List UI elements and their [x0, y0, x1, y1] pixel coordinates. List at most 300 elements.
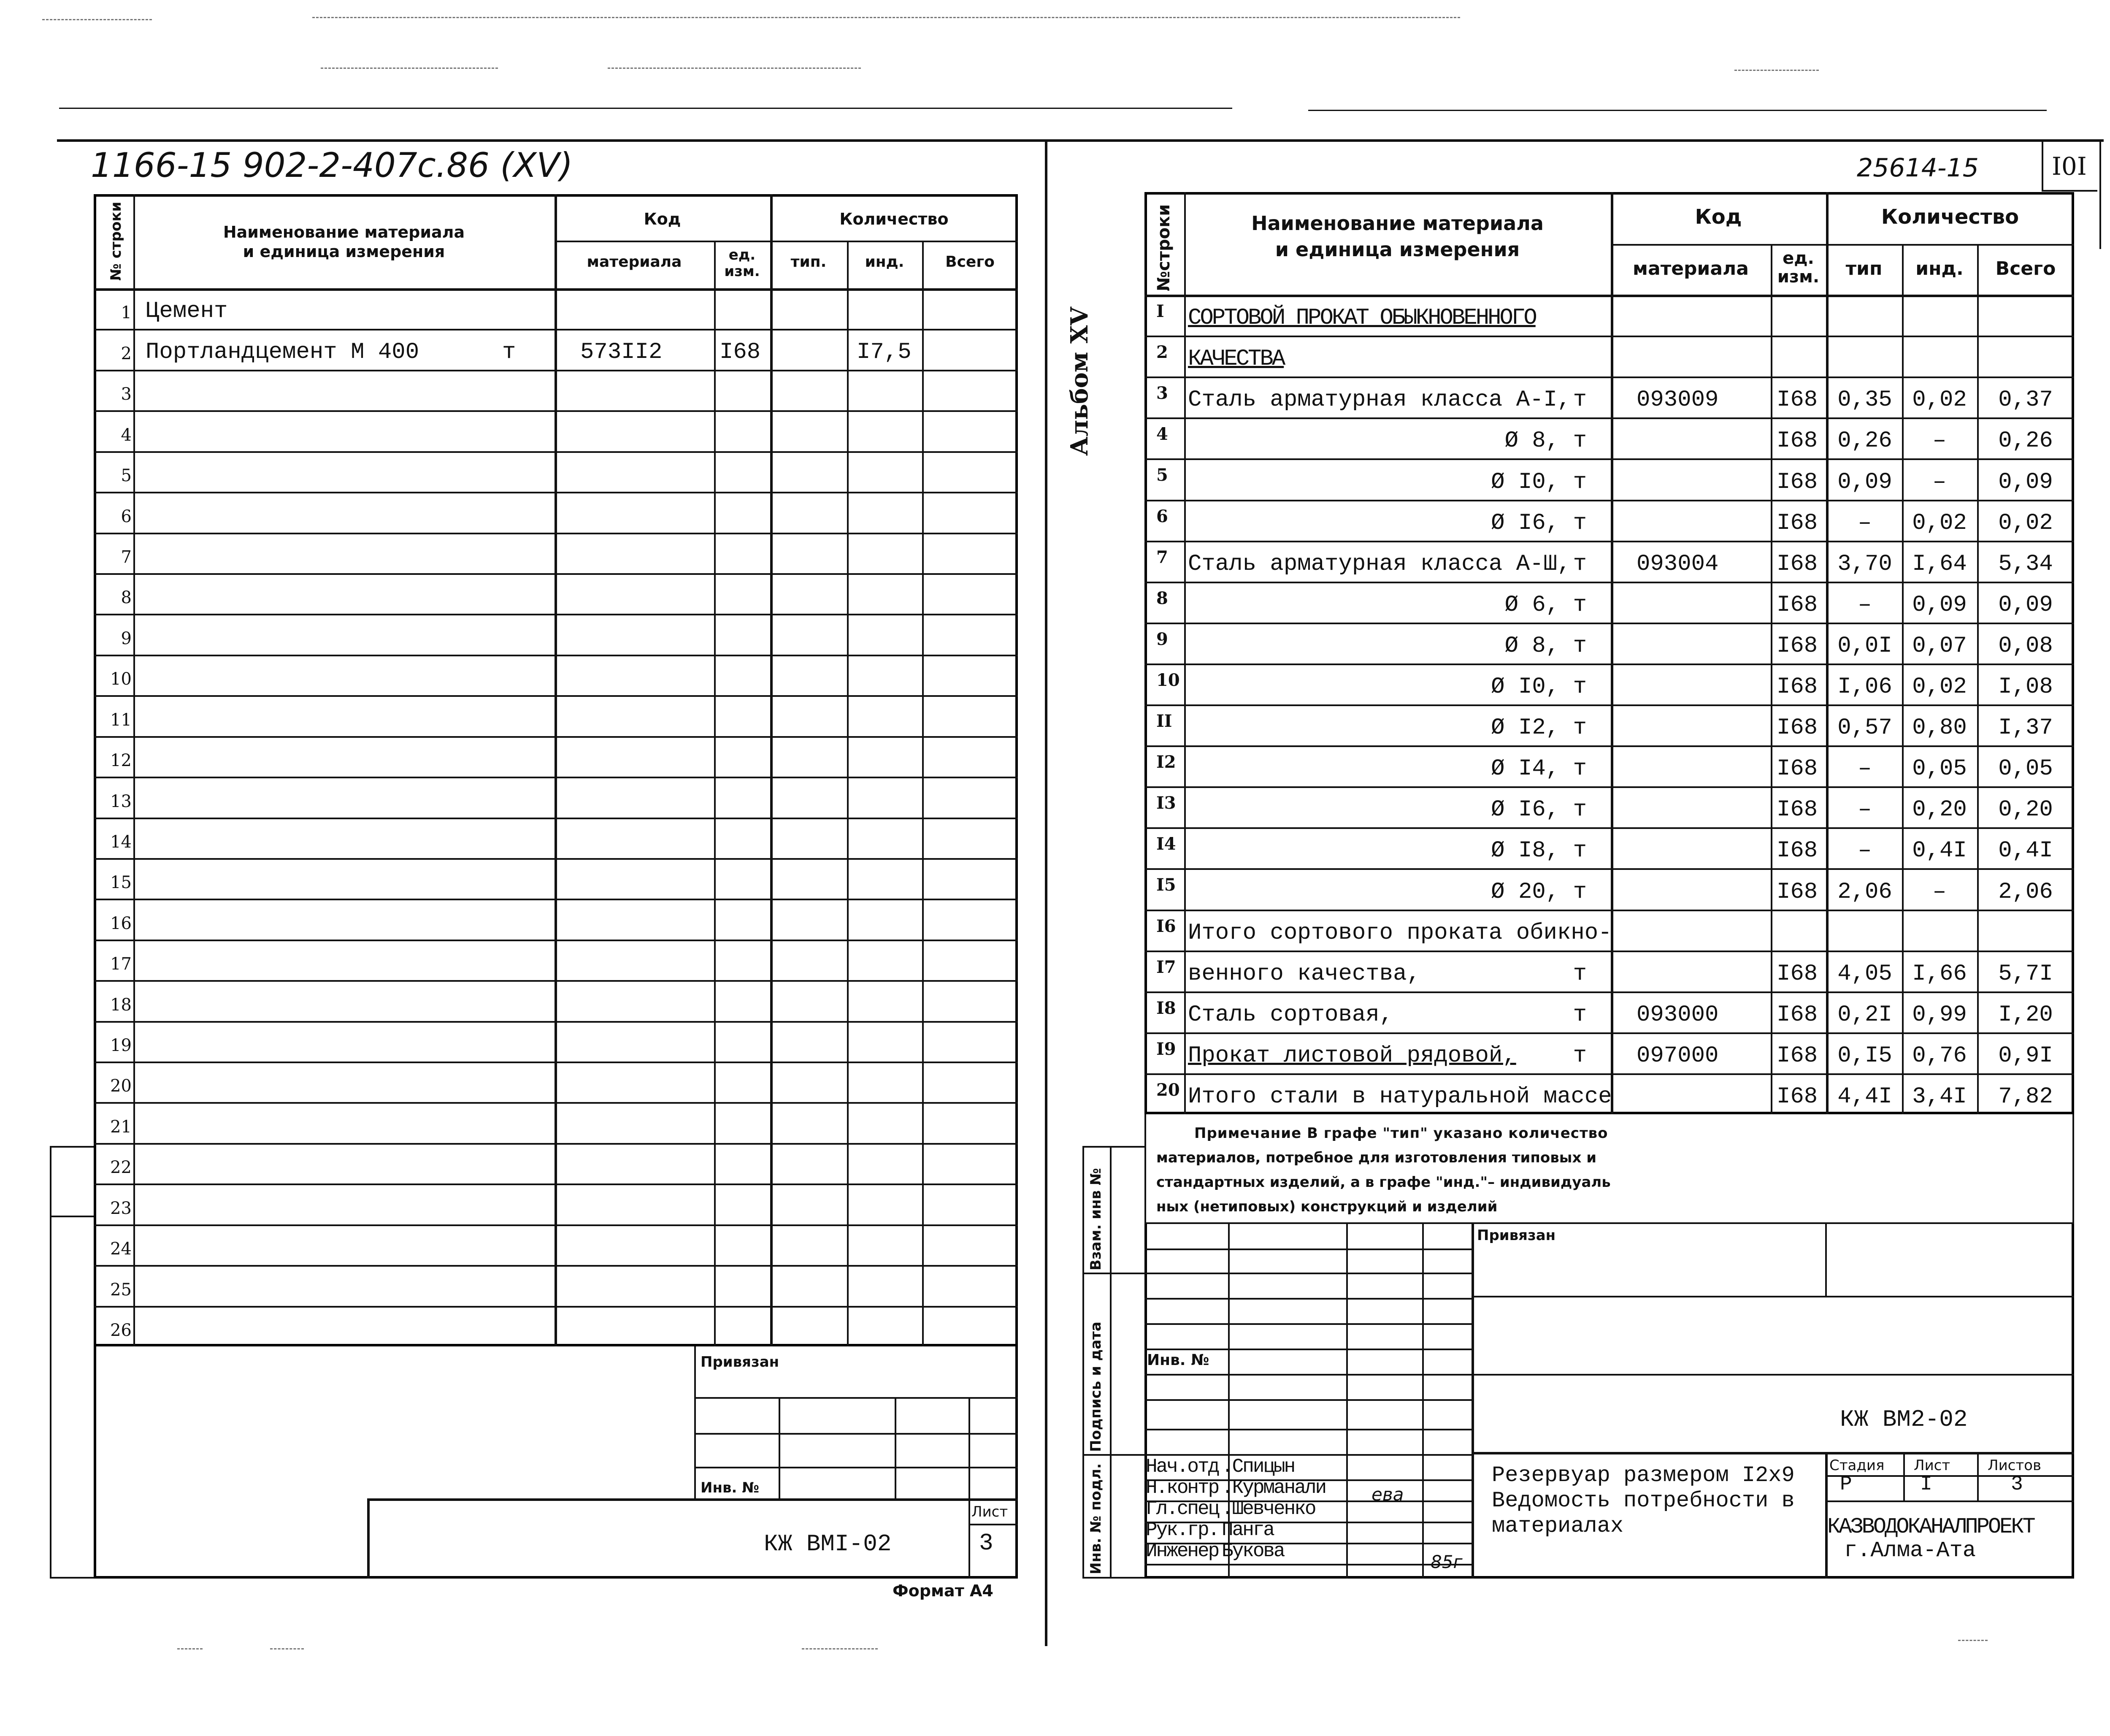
left-row-line: [94, 1184, 1018, 1185]
right-stamp-code: КЖ ВМ2-02: [1840, 1406, 1968, 1433]
right-row-number: 6: [1156, 506, 1168, 526]
right-row-line: [1144, 500, 2074, 501]
left-row-number: 10: [110, 669, 132, 689]
right-row-name: Сталь сортовая,: [1188, 1002, 1393, 1028]
left-stamp-privyazan: Привязан: [701, 1354, 779, 1370]
right-row-name: СОРТОВОЙ ПРОКАТ ОБЫКНОВЕННОГО: [1188, 305, 1536, 331]
right-row-typ: 4,05: [1837, 961, 1892, 987]
left-row-number: 9: [121, 628, 132, 648]
right-row-typ: –: [1858, 592, 1872, 618]
right-row-ind: 0,02: [1912, 387, 1967, 413]
document-title-line: материалах: [1492, 1514, 1624, 1538]
document-title-line: Резервуар размером I2х9: [1492, 1463, 1795, 1488]
right-row-typ: 0,0I: [1837, 633, 1892, 659]
left-col-divider: [770, 194, 773, 1346]
right-row-number: I2: [1156, 752, 1176, 772]
left-row-number: 11: [110, 710, 132, 730]
staff-role: Нач.отд: [1146, 1456, 1219, 1478]
staff-name: .Курманали: [1222, 1477, 1326, 1499]
left-stamp-line: [779, 1397, 780, 1498]
sheet-top-border: [57, 139, 2104, 142]
right-row-unit-code: I68: [1777, 1002, 1818, 1028]
right-row-total: 0,9I: [1998, 1043, 2053, 1069]
left-header-q-typ: тип.: [790, 253, 827, 271]
right-row-size-unit: т: [1573, 387, 1587, 413]
right-header-name: Наименование материала и единица измерения: [1251, 212, 1544, 261]
right-row-number: I: [1156, 301, 1164, 321]
right-row-line: [1144, 417, 2074, 419]
right-row-ind: I,66: [1912, 961, 1967, 987]
right-row-number: I5: [1156, 875, 1176, 895]
left-row-line: [94, 899, 1018, 900]
left-row-number: 13: [110, 791, 132, 811]
right-row-unit-code: I68: [1777, 1043, 1818, 1069]
left-row-number: 19: [110, 1036, 132, 1056]
right-row-ind: 0,05: [1912, 756, 1967, 782]
left-row-number: 1: [121, 303, 132, 323]
side-strip-line: [1082, 1273, 1144, 1274]
right-row-unit-code: I68: [1777, 715, 1818, 741]
right-row-unit-code: I68: [1777, 387, 1818, 413]
right-row-ind: 0,20: [1912, 797, 1967, 823]
right-row-name: Сталь арматурная класса А-Ш,: [1188, 551, 1571, 577]
sheet-center-divider: [1045, 139, 1047, 1646]
right-row-size-unit: Ø 20, т: [1491, 879, 1587, 905]
right-col-divider: [1184, 192, 1186, 1114]
org-city: г.Алма-Ата: [1844, 1538, 1976, 1563]
sheet-label: Лист: [1914, 1457, 1950, 1474]
left-row-line: [94, 573, 1018, 575]
right-row-unit-code: I68: [1777, 838, 1818, 864]
right-row-unit-code: I68: [1777, 633, 1818, 659]
right-row-unit-code: I68: [1777, 1084, 1818, 1110]
left-row-line: [94, 492, 1018, 493]
document-title-line: Ведомость потребности в: [1492, 1488, 1795, 1513]
left-row-line: [94, 451, 1018, 453]
side-strip-line: [1110, 1146, 1112, 1579]
staff-name: .Шевченко: [1222, 1498, 1315, 1520]
right-row-typ: 0,I5: [1837, 1043, 1892, 1069]
left-header-sub-line: [555, 241, 1018, 242]
right-row-size-unit: Ø I8, т: [1491, 838, 1587, 864]
left-stamp-line: [968, 1524, 1018, 1525]
left-margin-box: [50, 1146, 94, 1579]
left-row-number: 15: [110, 873, 132, 893]
right-row-total: 0,09: [1998, 592, 2053, 618]
right-row-number: I4: [1156, 834, 1176, 854]
album-label: Альбом XV: [1066, 307, 1093, 456]
left-row-line: [94, 1143, 1018, 1145]
right-row-typ: –: [1858, 510, 1872, 536]
right-row-ind: 0,02: [1912, 510, 1967, 536]
right-row-typ: 2,06: [1837, 879, 1892, 905]
right-row-number: I9: [1156, 1039, 1176, 1059]
right-row-total: I,37: [1998, 715, 2053, 741]
stamp-grid-line: [1825, 1224, 1827, 1296]
left-row-number: 24: [110, 1239, 132, 1259]
left-row-line: [94, 614, 1018, 615]
right-col-divider: [1826, 192, 1829, 1114]
right-row-line: [1144, 458, 2074, 460]
scan-mark: [321, 68, 498, 69]
right-row-ind: 0,76: [1912, 1043, 1967, 1069]
right-header-quantity: Количество: [1881, 205, 2019, 229]
right-row-number: 3: [1156, 383, 1168, 404]
note-line: стандартных изделий, а в графе "инд."– индивидуаль: [1156, 1174, 1611, 1191]
sheets-label: Листов: [1988, 1457, 2042, 1474]
left-row-number: 6: [121, 506, 132, 526]
left-row-unit: т: [502, 339, 516, 365]
right-row-line: [1144, 704, 2074, 706]
left-row-number: 2: [121, 344, 132, 363]
right-row-line: [1144, 745, 2074, 747]
right-row-line: [1144, 582, 2074, 583]
right-row-total: 2,06: [1998, 879, 2053, 905]
left-header-code: Код: [644, 210, 681, 228]
page-number: I0I: [2052, 152, 2087, 181]
stamp-grid-line: [1472, 1224, 1474, 1579]
right-row-typ: 3,70: [1837, 551, 1892, 577]
right-row-typ: 0,57: [1837, 715, 1892, 741]
right-row-size-unit: т: [1573, 551, 1587, 577]
stamp-grid-line: [1903, 1452, 1905, 1500]
staff-role: Инженер: [1146, 1540, 1219, 1562]
right-row-total: 5,7I: [1998, 961, 2053, 987]
left-row-line: [94, 1306, 1018, 1308]
right-row-number: 20: [1156, 1080, 1180, 1100]
stage-value: Р: [1840, 1473, 1852, 1496]
left-row-number: 22: [110, 1158, 132, 1178]
right-row-ind: 0,07: [1912, 633, 1967, 659]
left-header-code-unit: ед. изм.: [724, 246, 760, 280]
right-header-code: Код: [1695, 205, 1742, 229]
right-row-number: 7: [1156, 547, 1168, 567]
right-row-size-unit: Ø 8, т: [1504, 428, 1587, 454]
left-row-line: [94, 329, 1018, 330]
right-row-line: [1144, 1032, 2074, 1034]
right-row-unit-code: I68: [1777, 551, 1818, 577]
right-row-number: 8: [1156, 588, 1168, 608]
stage-label: Стадия: [1829, 1457, 1885, 1474]
left-row-number: 12: [110, 751, 132, 771]
right-row-typ: 0,26: [1837, 428, 1892, 454]
left-stamp-list-value: 3: [979, 1530, 993, 1557]
right-row-ind: 0,4I: [1912, 838, 1967, 864]
top-right-handwritten: 25614-15: [1857, 153, 1979, 183]
right-row-unit-code: I68: [1777, 756, 1818, 782]
left-header-row-no: № строки: [108, 201, 124, 281]
scan-line: [1308, 110, 2047, 111]
right-row-ind: –: [1932, 469, 1947, 495]
right-row-unit-code: I68: [1777, 797, 1818, 823]
right-row-size-unit: Ø 6, т: [1504, 592, 1587, 618]
right-row-number: 5: [1156, 465, 1168, 485]
left-row-line: [94, 410, 1018, 412]
left-row-number: 5: [121, 466, 132, 486]
right-row-unit-code: I68: [1777, 879, 1818, 905]
right-row-ind: 0,02: [1912, 674, 1967, 700]
left-row-line: [94, 655, 1018, 656]
scan-mark: [1958, 1640, 1988, 1641]
right-row-number: II: [1156, 711, 1172, 731]
right-row-line: [1144, 910, 2074, 911]
right-row-total: 0,05: [1998, 756, 2053, 782]
left-row-number: 25: [110, 1280, 132, 1300]
left-row-number: 21: [110, 1117, 132, 1137]
right-row-line: [1144, 623, 2074, 624]
right-row-typ: 4,4I: [1837, 1084, 1892, 1110]
staff-name: Букова: [1222, 1540, 1284, 1562]
left-margin-line: [50, 1216, 94, 1217]
right-row-typ: –: [1858, 838, 1872, 864]
right-row-typ: I,06: [1837, 674, 1892, 700]
left-row-line: [94, 1102, 1018, 1104]
right-row-total: 0,20: [1998, 797, 2053, 823]
left-header-name: Наименование материала и единица измерения: [223, 223, 465, 261]
right-row-size-unit: Ø I0, т: [1491, 469, 1587, 495]
scan-line: [59, 108, 1232, 109]
note-line: материалов, потребное для изготовления типовых и: [1156, 1149, 1597, 1166]
right-row-name: КАЧЕСТВА: [1188, 346, 1284, 372]
left-row-number: 7: [121, 547, 132, 567]
right-row-size-unit: Ø I6, т: [1491, 510, 1587, 536]
top-left-handwritten: 1166-15 902-2-407с.86 (XV): [91, 146, 573, 185]
left-stamp-line: [367, 1498, 370, 1579]
left-row-line: [94, 940, 1018, 941]
left-col-divider: [714, 241, 716, 1346]
left-row-line: [94, 1062, 1018, 1063]
right-row-number: I7: [1156, 957, 1176, 977]
scan-mark: [802, 1648, 878, 1649]
note-line: ных (нетиповых) конструкций и изделий: [1156, 1198, 1498, 1215]
left-header-code-material: материала: [587, 253, 682, 271]
right-row-line: [1144, 1073, 2074, 1075]
right-header-bottom: [1144, 295, 2074, 297]
sheets-value: 3: [2011, 1473, 2023, 1496]
left-row-number: 17: [110, 954, 132, 974]
left-stamp-line: [968, 1498, 970, 1579]
right-row-ind: 0,80: [1912, 715, 1967, 741]
stamp-grid-line: [1422, 1224, 1424, 1579]
left-row-line: [94, 736, 1018, 738]
right-row-typ: –: [1858, 797, 1872, 823]
left-row-number: 23: [110, 1198, 132, 1218]
right-row-ind: I,64: [1912, 551, 1967, 577]
right-row-ind: 3,4I: [1912, 1084, 1967, 1110]
right-row-number: 9: [1156, 629, 1168, 649]
right-row-total: 5,34: [1998, 551, 2053, 577]
left-stamp-line: [895, 1397, 896, 1498]
scan-mark: [608, 68, 861, 69]
right-row-code: 093004: [1637, 551, 1719, 577]
right-row-code: 093009: [1637, 387, 1719, 413]
right-stamp-privyazan: Привязан: [1477, 1227, 1556, 1244]
right-row-line: [1144, 951, 2074, 952]
right-row-number: 10: [1156, 670, 1180, 690]
left-header-q-ind: инд.: [865, 253, 904, 271]
right-col-divider: [1771, 244, 1772, 1114]
side-label: Взам. инв №: [1087, 1168, 1104, 1270]
staff-name: Панга: [1222, 1519, 1274, 1541]
left-row-name: Портландцемент М 400: [146, 339, 419, 365]
right-row-name: Итого сортового проката обикно-: [1188, 920, 1612, 946]
left-row-number: 20: [110, 1076, 132, 1096]
left-stamp-line: [367, 1498, 1018, 1501]
left-row-number: 16: [110, 913, 132, 933]
left-row-line: [94, 1265, 1018, 1267]
left-row-line: [94, 818, 1018, 819]
left-row-line: [94, 370, 1018, 371]
right-row-size-unit: Ø I4, т: [1491, 756, 1587, 782]
right-row-name: Сталь арматурная класса А-I,: [1188, 387, 1571, 413]
right-row-ind: 0,99: [1912, 1002, 1967, 1028]
right-row-size-unit: т: [1573, 1043, 1587, 1069]
right-row-unit-code: I68: [1777, 961, 1818, 987]
right-row-unit-code: I68: [1777, 469, 1818, 495]
right-row-number: 2: [1156, 342, 1168, 363]
right-header-row-no: №строки: [1154, 204, 1174, 291]
right-header-code-material: материала: [1633, 258, 1749, 279]
staff-role: Н.контр: [1146, 1477, 1219, 1499]
left-stamp-line: [694, 1346, 696, 1498]
scan-mark: [177, 1648, 203, 1649]
left-row-code: 573II2: [580, 339, 663, 365]
right-row-name: Прокат листовой рядовой,: [1188, 1043, 1516, 1069]
side-strip-line: [1082, 1454, 1144, 1456]
right-row-size-unit: Ø I0, т: [1491, 674, 1587, 700]
right-row-name: венного качества,: [1188, 961, 1420, 987]
left-row-line: [94, 1021, 1018, 1023]
left-row-line: [94, 777, 1018, 778]
right-row-total: 0,08: [1998, 633, 2053, 659]
right-row-total: 7,82: [1998, 1084, 2053, 1110]
left-stamp-line: [968, 1397, 970, 1498]
right-row-line: [1144, 786, 2074, 788]
left-col-divider: [847, 241, 849, 1346]
staff-role: Гл.спец: [1146, 1498, 1219, 1520]
right-row-total: 0,4I: [1998, 838, 2053, 864]
right-header-q-total: Всего: [1995, 258, 2056, 279]
left-row-unit-code: I68: [720, 339, 761, 365]
left-stamp-code: КЖ ВМI-02: [764, 1530, 892, 1557]
scan-mark: [42, 19, 152, 20]
right-row-code: 097000: [1637, 1043, 1719, 1069]
right-row-typ: –: [1858, 756, 1872, 782]
left-row-line: [94, 695, 1018, 697]
right-row-line: [1144, 376, 2074, 378]
staff-name: .Спицын: [1222, 1456, 1295, 1478]
scan-mark: [1734, 70, 1819, 71]
left-header-q-total: Всего: [945, 253, 995, 271]
stamp-grid-line: [1825, 1500, 2074, 1502]
left-row-ind: I7,5: [857, 339, 912, 365]
right-row-ind: 0,09: [1912, 592, 1967, 618]
stamp-date: 85г: [1431, 1552, 1463, 1572]
right-row-line: [1144, 664, 2074, 665]
right-row-size-unit: Ø I6, т: [1491, 797, 1587, 823]
right-row-total: 0,02: [1998, 510, 2053, 536]
right-stamp-inv-no: Инв. №: [1147, 1351, 1209, 1369]
left-row-line: [94, 533, 1018, 534]
right-row-size-unit: т: [1573, 961, 1587, 987]
right-row-line: [1144, 991, 2074, 993]
left-row-number: 8: [121, 588, 132, 608]
stamp-grid-line: [1472, 1374, 2074, 1376]
scan-mark: [312, 17, 1460, 18]
right-col-divider: [1611, 192, 1613, 1114]
side-label: Инв. № подл.: [1087, 1463, 1104, 1574]
right-row-unit-code: I68: [1777, 592, 1818, 618]
right-row-ind: –: [1932, 879, 1947, 905]
left-row-number: 18: [110, 995, 132, 1015]
right-row-unit-code: I68: [1777, 674, 1818, 700]
left-header-quantity: Количество: [839, 210, 949, 228]
right-row-number: 4: [1156, 424, 1168, 444]
left-row-line: [94, 980, 1018, 982]
right-row-total: 0,37: [1998, 387, 2053, 413]
right-row-line: [1144, 827, 2074, 829]
right-row-typ: 0,2I: [1837, 1002, 1892, 1028]
right-row-line: [1144, 336, 2074, 337]
right-row-unit-code: I68: [1777, 428, 1818, 454]
right-row-total: I,20: [1998, 1002, 2053, 1028]
right-row-line: [1144, 541, 2074, 542]
right-row-total: 0,26: [1998, 428, 2053, 454]
right-header-code-unit: ед. изм.: [1777, 249, 1820, 287]
right-row-name: Итого стали в натуральной массе: [1188, 1084, 1612, 1110]
stamp-grid-line: [1472, 1452, 2074, 1454]
right-sheet-edge: [2099, 139, 2101, 249]
note-line: Примечание В графе "тип" указано количество: [1194, 1125, 1608, 1142]
stamp-grid-line: [1346, 1224, 1348, 1579]
left-format-label: Формат А4: [893, 1582, 993, 1600]
left-stamp-inv-no: Инв. №: [701, 1479, 760, 1496]
right-row-number: I3: [1156, 793, 1176, 813]
right-row-size-unit: Ø 8, т: [1504, 633, 1587, 659]
right-row-number: I6: [1156, 916, 1176, 936]
left-row-number: 26: [110, 1321, 132, 1340]
left-row-number: 14: [110, 832, 132, 852]
right-header-q-typ: тип: [1845, 258, 1883, 279]
left-row-line: [94, 858, 1018, 860]
left-col-divider: [555, 194, 557, 1346]
staff-role: Рук.гр.: [1146, 1519, 1219, 1541]
signature-extra: ева: [1372, 1484, 1404, 1505]
right-header-sub-line: [1611, 244, 2074, 246]
stamp-grid-line: [1825, 1475, 2074, 1477]
left-stamp-list-label: Лист: [971, 1503, 1008, 1520]
right-row-ind: –: [1932, 428, 1947, 454]
left-col-divider: [922, 241, 924, 1346]
right-row-unit-code: I68: [1777, 510, 1818, 536]
scan-mark: [270, 1648, 304, 1649]
right-row-size-unit: т: [1573, 1002, 1587, 1028]
right-row-typ: 0,09: [1837, 469, 1892, 495]
right-row-size-unit: Ø I2, т: [1491, 715, 1587, 741]
left-col-divider: [133, 194, 135, 1346]
right-row-typ: 0,35: [1837, 387, 1892, 413]
right-col-divider: [1977, 244, 1979, 1114]
right-row-total: I,08: [1998, 674, 2053, 700]
left-row-number: 4: [121, 425, 132, 445]
left-row-number: 3: [121, 385, 132, 404]
left-row-name: Цемент: [146, 298, 228, 325]
side-label: Подпись и дата: [1087, 1322, 1104, 1452]
stamp-grid-line: [1472, 1296, 2074, 1297]
sheet-value: I: [1920, 1473, 1932, 1496]
right-row-total: 0,09: [1998, 469, 2053, 495]
stamp-grid-line: [1977, 1452, 1979, 1500]
